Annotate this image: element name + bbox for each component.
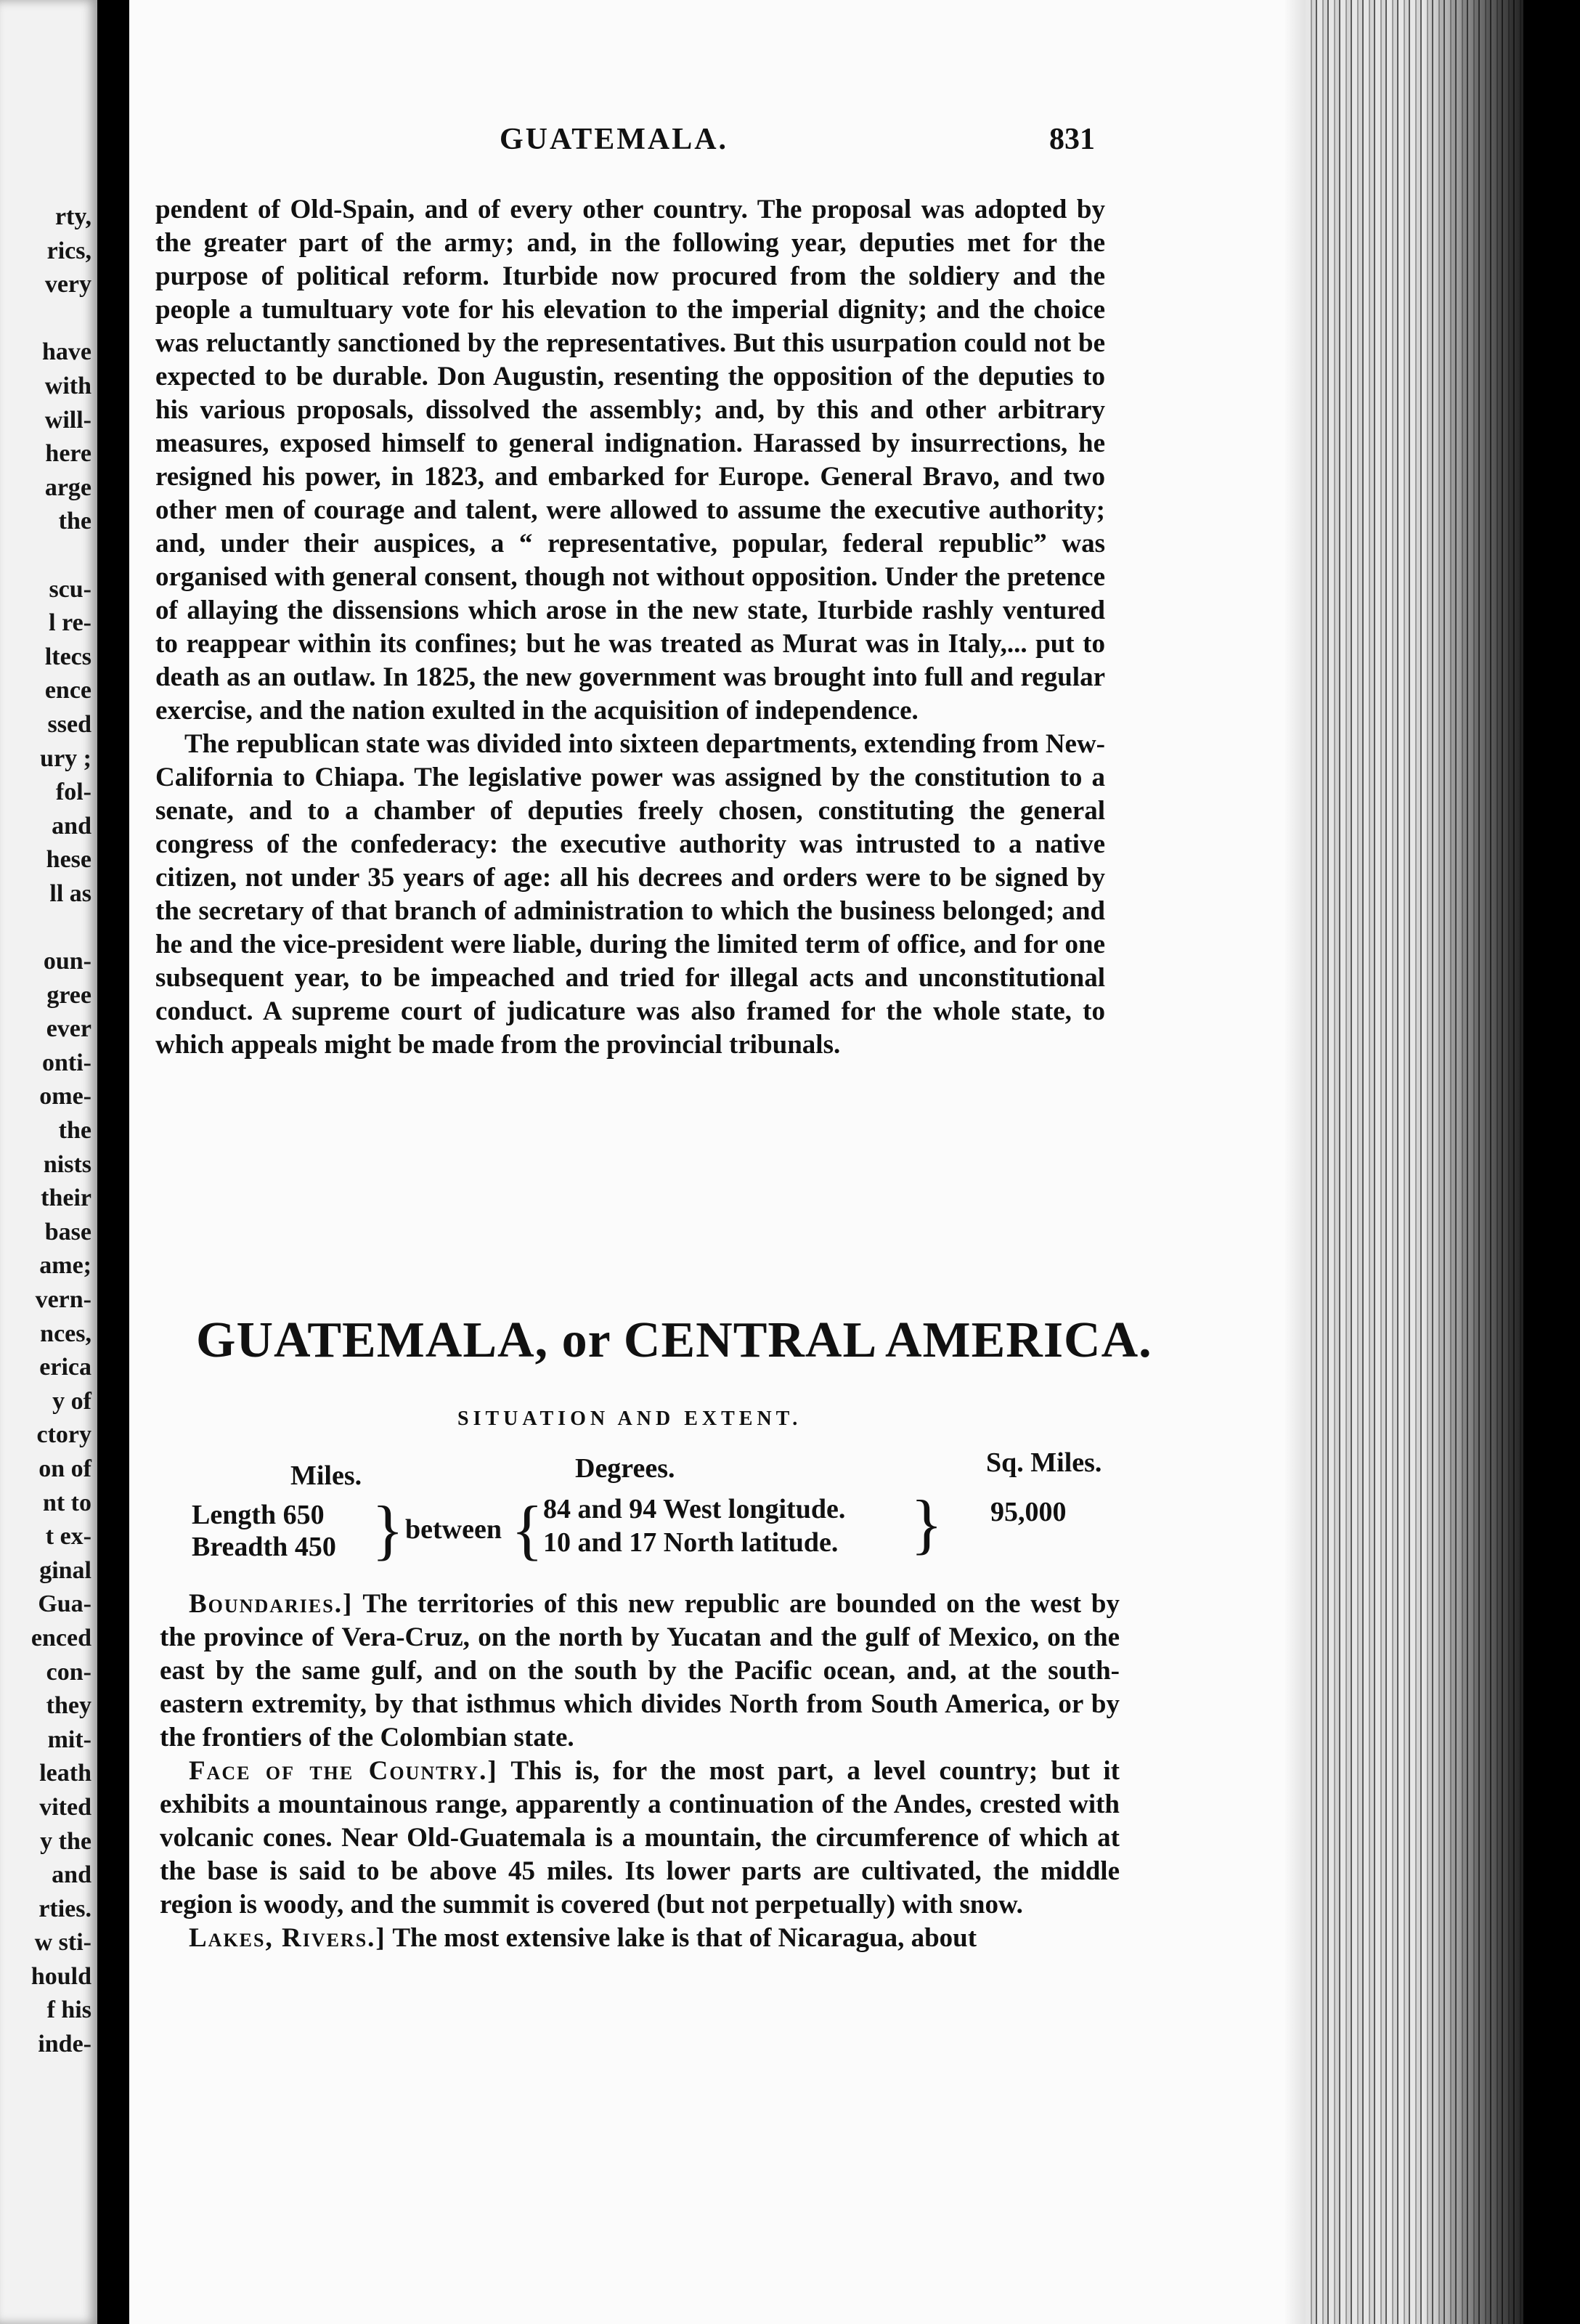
section-subtitle: SITUATION AND EXTENT. xyxy=(457,1407,802,1430)
facing-page-line: ll as xyxy=(49,879,91,907)
page-header xyxy=(179,122,1095,166)
facing-page-line: f his xyxy=(46,1996,91,2024)
facing-page-line: y the xyxy=(40,1827,91,1855)
facing-page-line: vern- xyxy=(35,1286,91,1313)
facing-page-line: ssed xyxy=(47,710,91,738)
facing-page-line: nists xyxy=(43,1150,91,1178)
running-head: GUATEMALA. xyxy=(500,123,729,156)
lakes-label: Lakes, Rivers.] xyxy=(189,1923,386,1953)
facing-page-line: hese xyxy=(46,846,91,874)
latitude-range: 10 and 17 North latitude. xyxy=(543,1527,839,1558)
face-text: This is, for the most part, a level country; but it exhibits a mountainous range, apparently a continuation of the Andes, crested with volcanic cones. Near Old-Guatemala is a mountain, the circumference of which at the base is said to be above 45 miles. Its lower parts are cultivated, the middle region is woody, and the summit is covered (but not perpetually) with snow. xyxy=(160,1756,1120,1919)
extent-table xyxy=(192,1447,1128,1570)
facing-page-line: and xyxy=(52,812,91,840)
facing-page-line: on of xyxy=(38,1455,91,1482)
facing-page-line: they xyxy=(46,1692,91,1720)
facing-page-line: w sti- xyxy=(34,1929,91,1957)
facing-page-line: ever xyxy=(46,1015,91,1043)
miles-header: Miles. xyxy=(290,1460,362,1491)
facing-page-line: gree xyxy=(46,981,91,1009)
page-stack-shadow xyxy=(1423,0,1523,2324)
facing-page-line: ltecs xyxy=(44,643,91,670)
book-gutter xyxy=(97,0,129,2324)
facing-page-line: leath xyxy=(39,1760,91,1787)
facing-page-line: l re- xyxy=(49,609,91,637)
facing-page-line: inde- xyxy=(38,2031,91,2058)
brace-glyph: } xyxy=(911,1487,943,1561)
lakes-text: The most extensive lake is that of Nicaragua, about xyxy=(386,1923,977,1953)
facing-page-line: enced xyxy=(30,1624,91,1651)
facing-page-line: ame; xyxy=(39,1252,91,1280)
facing-page-line: here xyxy=(45,440,91,468)
facing-page-edge xyxy=(0,0,97,2324)
facing-page-line: rics, xyxy=(46,237,91,264)
chapter-title: GUATEMALA, or CENTRAL AMERICA. xyxy=(196,1312,1152,1368)
breadth-value: Breadth 450 xyxy=(192,1532,336,1562)
facing-page-line: ctory xyxy=(36,1421,91,1449)
longitude-range: 84 and 94 West longitude. xyxy=(543,1494,846,1524)
facing-page-line: onti- xyxy=(42,1049,91,1076)
facing-page-line xyxy=(31,302,91,336)
facing-page-line: nt to xyxy=(42,1489,91,1516)
facing-page-text xyxy=(31,200,91,2062)
facing-page-line: con- xyxy=(46,1658,91,1686)
length-value: Length 650 xyxy=(192,1500,325,1530)
paragraph: The republican state was divided into sixteen departments, extending from New-California to Chiapa. The legislative power was assigned by the constitution to a senate, and to a chamber of deputies freely chosen, constituting the general congress of the confederacy: the executive authority was intrusted to a native citizen, not under 35 years of age: all his decrees and orders were to be signed by the secretary of that branch of administration to which the business belonged; and he and the vice-president were liable, during the limited term of office, and for one subsequent year, to be impeached and tried for illegal acts and unconstitutional conduct. A supreme court of judicature was also framed for the whole state, to which appeals might be made from the provincial tribunals. xyxy=(155,729,1105,1060)
facing-page-line: mit- xyxy=(47,1726,91,1753)
facing-page-line: Gua- xyxy=(38,1590,91,1618)
facing-page-line: erica xyxy=(39,1354,91,1381)
sq-miles-value: 95,000 xyxy=(990,1497,1067,1527)
page-number: 831 xyxy=(1049,123,1095,156)
facing-page-line: nces, xyxy=(40,1320,91,1347)
facing-page-line: ence xyxy=(44,677,91,704)
facing-page-line: fol- xyxy=(55,779,91,806)
facing-page-line: t ex- xyxy=(45,1523,91,1551)
facing-page-line xyxy=(31,539,91,573)
facing-page-line: rty, xyxy=(54,203,91,230)
brace-glyph: } xyxy=(372,1492,404,1567)
facing-page-line: hould xyxy=(30,1962,91,1990)
facing-page-line xyxy=(31,911,91,945)
facing-page-line: ury ; xyxy=(40,744,91,772)
boundaries-text: The territories of this new republic are bounded on the west by the province of Vera-Cruz, on the north by Yucatan and the gulf of Mexico, on the east by the same gulf, and on the south by the Pacific ocean, and, at the south-eastern extremity, by that isthmus which divides North from South America, or by the frontiers of the Colombian state. xyxy=(160,1589,1120,1752)
facing-page-line: rties. xyxy=(38,1895,91,1922)
facing-page-line: will- xyxy=(44,406,91,434)
facing-page-line: oun- xyxy=(43,948,91,975)
facing-page-line: y of xyxy=(52,1387,91,1415)
paragraph: pendent of Old-Spain, and of every other country. The proposal was adopted by the greater part of the army; and, in the following year, deputies met for the purpose of political reform. Iturbide now procured from the soldiery and the people a tumultuary vote for his elevation to the imperial dignity; and the choice was reluctantly sanctioned by the representatives. But this usurpation could not be expected to be durable. Don Augustin, resenting the opposition of the deputies to his various proposals, dissolved the assembly; and, by this and other arbitrary measures, exposed himself to general indignation. Harassed by insurrections, he resigned his power, in 1823, and embarked for Europe. General Bravo, and two other men of courage and talent, were allowed to assume the executive authority; and, under their auspices, a “ representative, popular, federal republic” was organised with general consent, though not without opposition. Under the pretence of allaying the dissensions which arose in the new state, Iturbide rashly ventured to reappear within its confines; but he was treated as Murat was in Italy,... put to death as an outlaw. In 1825, the new government was brought into full and regular exercise, and the nation exulted in the acquisition of independence. xyxy=(155,195,1105,726)
section-geography-text xyxy=(160,1588,1120,1955)
facing-page-line: vited xyxy=(39,1793,91,1821)
facing-page-line: scu- xyxy=(49,575,91,603)
paragraph-face xyxy=(160,1755,1120,1922)
between-label: between xyxy=(405,1514,502,1545)
facing-page-line: ginal xyxy=(39,1556,91,1584)
facing-page-line: arge xyxy=(44,474,91,501)
section-iturbide-text xyxy=(155,193,1105,1062)
facing-page-line: the xyxy=(58,1117,91,1145)
brace-glyph: { xyxy=(511,1492,544,1567)
facing-page-line: their xyxy=(41,1185,91,1212)
page-shade xyxy=(1284,0,1306,2324)
degrees-header: Degrees. xyxy=(575,1453,675,1484)
boundaries-label: Boundaries.] xyxy=(189,1589,354,1619)
facing-page-line: very xyxy=(44,271,91,298)
facing-page-line: ome- xyxy=(39,1083,91,1110)
paragraph-lakes xyxy=(160,1922,1120,1955)
facing-page-line: have xyxy=(42,338,91,366)
facing-page-line: and xyxy=(52,1861,91,1889)
facing-page-line: base xyxy=(44,1218,91,1246)
paragraph-boundaries xyxy=(160,1588,1120,1755)
face-label: Face of the Country.] xyxy=(189,1756,498,1786)
facing-page-line: the xyxy=(58,508,91,535)
facing-page-line: with xyxy=(44,372,91,399)
sq-miles-header: Sq. Miles. xyxy=(986,1447,1102,1478)
